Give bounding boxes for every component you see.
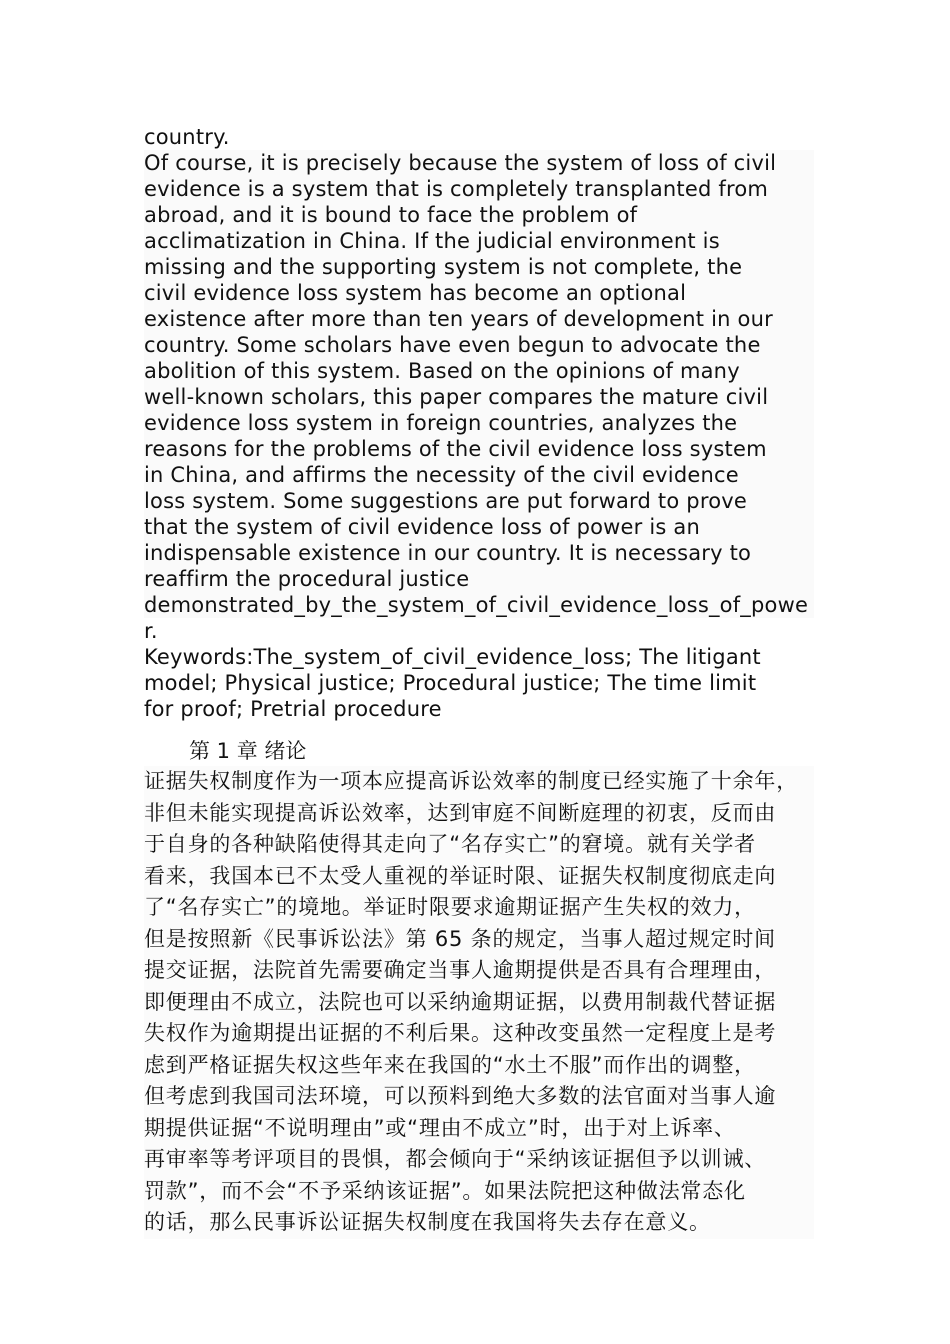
body-line: 但是按照新《民事诉讼法》第 65 条的规定，当事人超过规定时间 bbox=[144, 924, 814, 956]
abstract-line: existence after more than ten years of development in our bbox=[144, 306, 814, 332]
abstract-line: that the system of civil evidence loss of power is an bbox=[144, 514, 814, 540]
abstract-line: reaffirm the procedural justice bbox=[144, 566, 814, 592]
body-line: 期提供证据“不说明理由”或“理由不成立”时，出于对上诉率、 bbox=[144, 1113, 814, 1145]
abstract-line: country. Some scholars have even begun to advocate the bbox=[144, 332, 814, 358]
body-line: 即便理由不成立，法院也可以采纳逾期证据，以费用制裁代替证据 bbox=[144, 987, 814, 1019]
body-line: 证据失权制度作为一项本应提高诉讼效率的制度已经实施了十余年， bbox=[144, 766, 814, 798]
body-line: 提交证据，法院首先需要确定当事人逾期提供是否具有合理理由， bbox=[144, 955, 814, 987]
keywords-line: Keywords:The_system_of_civil_evidence_loss; The litigant bbox=[144, 645, 761, 669]
abstract-line: country. bbox=[144, 125, 230, 149]
body-line: 罚款”，而不会“不予采纳该证据”。如果法院把这种做法常态化 bbox=[144, 1176, 814, 1208]
chapter-heading: 第 1 章 绪论 bbox=[189, 739, 307, 763]
abstract-line: abroad, and it is bound to face the problem of bbox=[144, 202, 814, 228]
abstract-line: civil evidence loss system has become an optional bbox=[144, 280, 814, 306]
abstract-line: demonstrated_by_the_system_of_civil_evidence_loss_of_powe bbox=[144, 592, 814, 618]
abstract-line: Of course, it is precisely because the system of loss of civil bbox=[144, 150, 814, 176]
keywords-line: model; Physical justice; Procedural justice; The time limit bbox=[144, 671, 757, 695]
body-line: 失权作为逾期提出证据的不利后果。这种改变虽然一定程度上是考 bbox=[144, 1018, 814, 1050]
body-line: 于自身的各种缺陷使得其走向了“名存实亡”的窘境。就有关学者 bbox=[144, 829, 814, 861]
abstract-line: r. bbox=[144, 619, 158, 643]
abstract-line: reasons for the problems of the civil evidence loss system bbox=[144, 436, 814, 462]
abstract-english bbox=[144, 124, 814, 722]
body-line: 非但未能实现提高诉讼效率，达到审庭不间断庭理的初衷，反而由 bbox=[144, 798, 814, 830]
body-line: 但考虑到我国司法环境，可以预料到绝大多数的法官面对当事人逾 bbox=[144, 1081, 814, 1113]
body-line: 再审率等考评项目的畏惧，都会倾向于“采纳该证据但予以训诫、 bbox=[144, 1144, 814, 1176]
body-line: 的话，那么民事诉讼证据失权制度在我国将失去存在意义。 bbox=[144, 1207, 814, 1239]
keywords-line: for proof; Pretrial procedure bbox=[144, 697, 442, 721]
chapter-body-chinese bbox=[144, 766, 814, 1239]
abstract-line: acclimatization in China. If the judicial environment is bbox=[144, 228, 814, 254]
abstract-line: evidence is a system that is completely transplanted from bbox=[144, 176, 814, 202]
abstract-line: loss system. Some suggestions are put forward to prove bbox=[144, 488, 814, 514]
abstract-line: evidence loss system in foreign countries, analyzes the bbox=[144, 410, 814, 436]
abstract-line: well-known scholars, this paper compares the mature civil bbox=[144, 384, 814, 410]
abstract-line: abolition of this system. Based on the opinions of many bbox=[144, 358, 814, 384]
abstract-line: indispensable existence in our country. It is necessary to bbox=[144, 540, 814, 566]
body-line: 虑到严格证据失权这些年来在我国的“水土不服”而作出的调整， bbox=[144, 1050, 814, 1082]
page-content bbox=[144, 124, 814, 1239]
body-line: 看来，我国本已不太受人重视的举证时限、证据失权制度彻底走向 bbox=[144, 861, 814, 893]
body-line: 了“名存实亡”的境地。举证时限要求逾期证据产生失权的效力， bbox=[144, 892, 814, 924]
abstract-line: in China, and affirms the necessity of the civil evidence bbox=[144, 462, 814, 488]
abstract-line: missing and the supporting system is not complete, the bbox=[144, 254, 814, 280]
